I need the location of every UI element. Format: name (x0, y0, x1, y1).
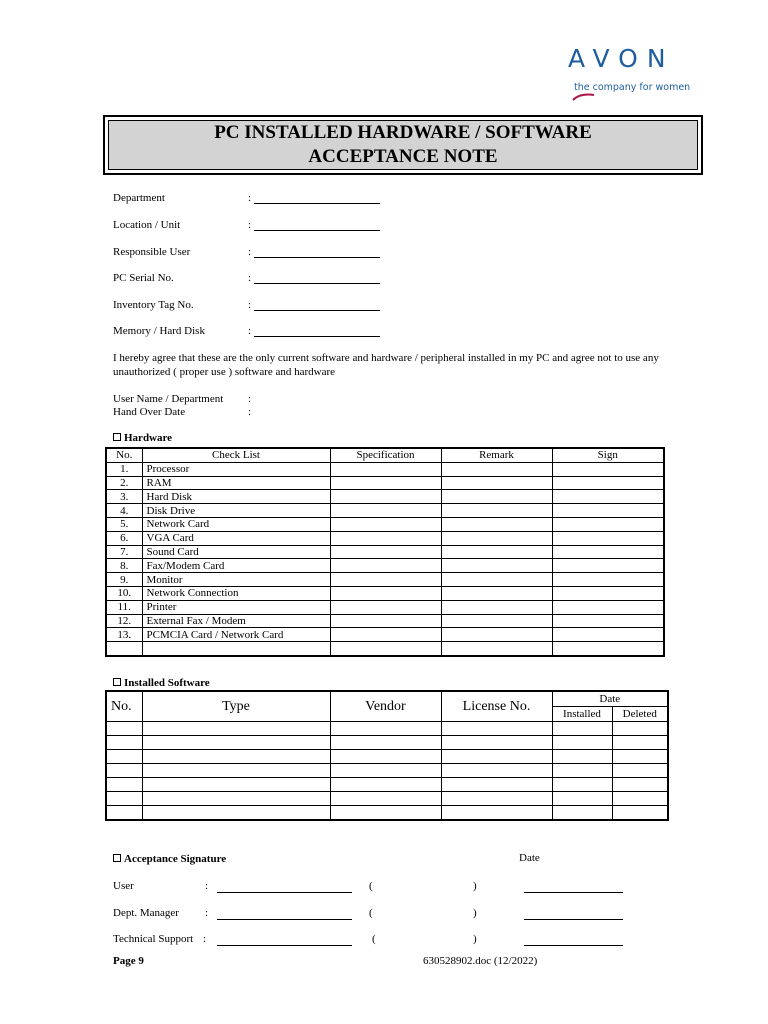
software-heading-text: Installed Software (124, 677, 210, 689)
row-no-cell[interactable] (106, 736, 142, 750)
logo-tagline: the company for women (574, 82, 691, 93)
row-number: 11. (106, 600, 142, 614)
software-heading (113, 677, 210, 689)
handover-label: User Name / Department (113, 393, 224, 405)
row-deleted-cell[interactable] (612, 750, 668, 764)
checkbox-icon (113, 854, 121, 862)
table-row (106, 531, 664, 545)
row-number: 5. (106, 517, 142, 531)
row-specification-cell[interactable] (330, 531, 441, 545)
row-number: 9. (106, 573, 142, 587)
header-date: Date (552, 691, 668, 707)
row-sign-cell[interactable] (552, 614, 664, 628)
table-header-row (106, 691, 668, 707)
row-vendor-cell[interactable] (330, 792, 441, 806)
row-check-item: Network Card (142, 517, 330, 531)
title-line-1: PC INSTALLED HARDWARE / SOFTWARE (214, 122, 592, 143)
signature-line[interactable] (217, 945, 352, 946)
row-check-item: Monitor (142, 573, 330, 587)
row-number: 2. (106, 476, 142, 490)
date-line[interactable] (524, 892, 623, 893)
hardware-heading (113, 432, 172, 444)
row-no-cell[interactable] (106, 806, 142, 821)
row-number: 7. (106, 545, 142, 559)
row-specification-cell[interactable] (330, 600, 441, 614)
table-row (106, 517, 664, 531)
row-vendor-cell[interactable] (330, 806, 441, 821)
row-installed-cell[interactable] (552, 792, 612, 806)
row-installed-cell[interactable] (552, 722, 612, 736)
signature-line[interactable] (217, 892, 352, 893)
field-label: Department (113, 192, 165, 204)
row-no-cell[interactable] (106, 778, 142, 792)
row-deleted-cell[interactable] (612, 806, 668, 821)
row-sign-cell[interactable] (552, 573, 664, 587)
row-specification-cell[interactable] (330, 517, 441, 531)
row-check-item: PCMCIA Card / Network Card (142, 628, 330, 642)
table-row (106, 642, 664, 656)
name-paren-open: ( (369, 907, 373, 919)
row-remark-cell[interactable] (441, 517, 552, 531)
row-license-cell[interactable] (441, 750, 552, 764)
row-number: 6. (106, 531, 142, 545)
field-blank-line[interactable] (254, 336, 380, 337)
row-remark-cell[interactable] (441, 573, 552, 587)
row-remark-cell[interactable] (441, 559, 552, 573)
row-installed-cell[interactable] (552, 778, 612, 792)
field-inventory-tag (113, 299, 413, 313)
row-check-item: Fax/Modem Card (142, 559, 330, 573)
row-vendor-cell[interactable] (330, 722, 441, 736)
signature-label: User (113, 880, 134, 892)
row-specification-cell[interactable] (330, 573, 441, 587)
row-deleted-cell[interactable] (612, 722, 668, 736)
row-vendor-cell[interactable] (330, 750, 441, 764)
row-sign-cell[interactable] (552, 545, 664, 559)
field-label: Responsible User (113, 246, 191, 258)
field-blank-line[interactable] (254, 203, 380, 204)
table-row (106, 559, 664, 573)
date-line[interactable] (524, 919, 623, 920)
row-sign-cell[interactable] (552, 490, 664, 504)
row-number: 3. (106, 490, 142, 504)
row-sign-cell[interactable] (552, 600, 664, 614)
table-row (106, 628, 664, 642)
row-specification-cell[interactable] (330, 504, 441, 518)
name-paren-open: ( (369, 880, 373, 892)
row-number: 13. (106, 628, 142, 642)
handover-date (113, 406, 252, 418)
row-sign-cell[interactable] (552, 517, 664, 531)
row-check-item: Sound Card (142, 545, 330, 559)
table-row (106, 722, 668, 736)
table-row (106, 792, 668, 806)
field-memory-hard-disk (113, 325, 413, 339)
row-remark-cell[interactable] (441, 490, 552, 504)
hardware-heading-text: Hardware (124, 432, 173, 444)
row-license-cell[interactable] (441, 806, 552, 821)
header-type: Type (142, 691, 330, 722)
row-check-item: Printer (142, 600, 330, 614)
handover-colon: : (248, 393, 252, 405)
row-number: 10. (106, 586, 142, 600)
checkbox-icon (113, 678, 121, 686)
row-remark-cell[interactable] (441, 614, 552, 628)
date-line[interactable] (524, 945, 623, 946)
table-row (106, 476, 664, 490)
header-check-list: Check List (142, 448, 330, 462)
field-blank-line[interactable] (254, 257, 380, 258)
table-row (106, 462, 664, 476)
row-deleted-cell[interactable] (612, 792, 668, 806)
table-row (106, 504, 664, 518)
row-type-cell[interactable] (142, 778, 330, 792)
row-sign-cell[interactable] (552, 586, 664, 600)
row-type-cell[interactable] (142, 764, 330, 778)
row-installed-cell[interactable] (552, 764, 612, 778)
footer-document-name: 630528902.doc (12/2022) (423, 955, 538, 967)
header-installed: Installed (552, 707, 612, 722)
row-number: 12. (106, 614, 142, 628)
row-no-cell[interactable] (106, 792, 142, 806)
row-no-cell[interactable] (106, 750, 142, 764)
field-colon: : (248, 325, 252, 337)
row-number: 1. (106, 462, 142, 476)
row-check-item: Network Connection (142, 586, 330, 600)
handover-colon: : (248, 406, 252, 418)
agreement-text: I hereby agree that these are the only current software and hardware / peripheral installed in my PC and agree not to use any unauthorized ( proper use ) software and hardware (113, 352, 659, 378)
row-check-item: Hard Disk (142, 490, 330, 504)
row-deleted-cell[interactable] (612, 736, 668, 750)
field-colon: : (248, 272, 252, 284)
signature-line[interactable] (217, 919, 352, 920)
field-colon: : (248, 192, 252, 204)
name-paren-close: ) (473, 880, 477, 892)
row-no-cell[interactable] (106, 764, 142, 778)
row-remark-cell[interactable] (441, 586, 552, 600)
table-row (106, 778, 668, 792)
row-remark-cell[interactable] (441, 504, 552, 518)
signature-colon: : (205, 880, 209, 892)
row-specification-cell[interactable] (330, 586, 441, 600)
row-vendor-cell[interactable] (330, 736, 441, 750)
row-type-cell[interactable] (142, 750, 330, 764)
row-installed-cell[interactable] (552, 750, 612, 764)
header-no: No. (106, 448, 142, 462)
signature-label: Technical Support (113, 933, 194, 945)
table-header-row (106, 448, 664, 462)
row-remark-cell[interactable] (441, 545, 552, 559)
row-remark-cell[interactable] (441, 476, 552, 490)
header-deleted: Deleted (612, 707, 668, 722)
row-remark-cell[interactable] (441, 600, 552, 614)
row-remark-cell[interactable] (441, 531, 552, 545)
row-specification-cell[interactable] (330, 628, 441, 642)
field-pc-serial (113, 272, 413, 286)
row-license-cell[interactable] (441, 736, 552, 750)
logo-brand-text: AVON (568, 44, 675, 73)
field-blank-line[interactable] (254, 230, 380, 231)
row-specification-cell[interactable] (330, 462, 441, 476)
header-vendor: Vendor (330, 691, 441, 722)
row-vendor-cell[interactable] (330, 764, 441, 778)
table-row (106, 573, 664, 587)
row-check-item: Disk Drive (142, 504, 330, 518)
signature-heading (113, 853, 226, 865)
row-license-cell[interactable] (441, 778, 552, 792)
handover-user-name (113, 393, 252, 405)
hardware-table (105, 447, 665, 657)
row-vendor-cell[interactable] (330, 778, 441, 792)
row-remark-cell[interactable] (441, 462, 552, 476)
field-responsible-user (113, 246, 413, 260)
name-paren-close: ) (473, 907, 477, 919)
table-row (106, 614, 664, 628)
header-sign: Sign (552, 448, 664, 462)
signature-row-technical-support (113, 933, 633, 947)
field-label: Inventory Tag No. (113, 299, 194, 311)
row-specification-cell[interactable] (330, 490, 441, 504)
table-row (106, 764, 668, 778)
field-colon: : (248, 246, 252, 258)
row-sign-cell[interactable] (552, 559, 664, 573)
field-label: Memory / Hard Disk (113, 325, 205, 337)
table-row (106, 600, 664, 614)
footer-page-number: Page 9 (113, 955, 144, 967)
field-location-unit (113, 219, 413, 233)
table-row (106, 490, 664, 504)
row-specification-cell[interactable] (330, 559, 441, 573)
row-sign-cell[interactable] (552, 628, 664, 642)
row-sign-cell[interactable] (552, 462, 664, 476)
row-specification-cell[interactable] (330, 642, 441, 656)
signature-colon: : (205, 907, 209, 919)
field-colon: : (248, 299, 252, 311)
field-label: PC Serial No. (113, 272, 174, 284)
row-specification-cell[interactable] (330, 476, 441, 490)
row-remark-cell[interactable] (441, 628, 552, 642)
row-sign-cell[interactable] (552, 504, 664, 518)
row-license-cell[interactable] (441, 792, 552, 806)
row-installed-cell[interactable] (552, 806, 612, 821)
row-type-cell[interactable] (142, 736, 330, 750)
field-department (113, 192, 413, 206)
header-no: No. (106, 691, 142, 722)
field-label: Location / Unit (113, 219, 181, 231)
row-check-item: External Fax / Modem (142, 614, 330, 628)
row-specification-cell[interactable] (330, 545, 441, 559)
field-blank-line[interactable] (254, 310, 380, 311)
signature-date-label: Date (519, 852, 540, 864)
logo-swoosh-icon (572, 93, 596, 101)
field-colon: : (248, 219, 252, 231)
row-type-cell[interactable] (142, 722, 330, 736)
row-sign-cell[interactable] (552, 642, 664, 656)
signature-colon: : (203, 933, 207, 945)
row-check-item: VGA Card (142, 531, 330, 545)
table-row (106, 545, 664, 559)
avon-logo (568, 44, 708, 104)
row-license-cell[interactable] (441, 722, 552, 736)
row-sign-cell[interactable] (552, 531, 664, 545)
row-check-item: RAM (142, 476, 330, 490)
header-specification: Specification (330, 448, 441, 462)
row-specification-cell[interactable] (330, 614, 441, 628)
row-license-cell[interactable] (441, 764, 552, 778)
row-no-cell[interactable] (106, 722, 142, 736)
row-deleted-cell[interactable] (612, 778, 668, 792)
table-row (106, 736, 668, 750)
title-line-2: ACCEPTANCE NOTE (308, 146, 498, 167)
name-paren-close: ) (473, 933, 477, 945)
title-box (103, 115, 703, 175)
signature-row-dept-manager (113, 907, 633, 921)
field-blank-line[interactable] (254, 283, 380, 284)
row-sign-cell[interactable] (552, 476, 664, 490)
handover-label: Hand Over Date (113, 406, 186, 418)
table-row (106, 750, 668, 764)
signature-row-user (113, 880, 633, 894)
row-installed-cell[interactable] (552, 736, 612, 750)
row-check-item (142, 642, 330, 656)
row-deleted-cell[interactable] (612, 764, 668, 778)
checkbox-icon (113, 433, 121, 441)
signature-label: Dept. Manager (113, 907, 179, 919)
name-paren-open: ( (372, 933, 376, 945)
signature-heading-text: Acceptance Signature (124, 853, 227, 865)
row-type-cell[interactable] (142, 792, 330, 806)
software-table (105, 690, 669, 821)
row-number: 4. (106, 504, 142, 518)
row-check-item: Processor (142, 462, 330, 476)
header-remark: Remark (441, 448, 552, 462)
table-row (106, 586, 664, 600)
row-type-cell[interactable] (142, 806, 330, 821)
row-number: 8. (106, 559, 142, 573)
table-row (106, 806, 668, 821)
row-number (106, 642, 142, 656)
header-license-no: License No. (441, 691, 552, 722)
row-remark-cell[interactable] (441, 642, 552, 656)
